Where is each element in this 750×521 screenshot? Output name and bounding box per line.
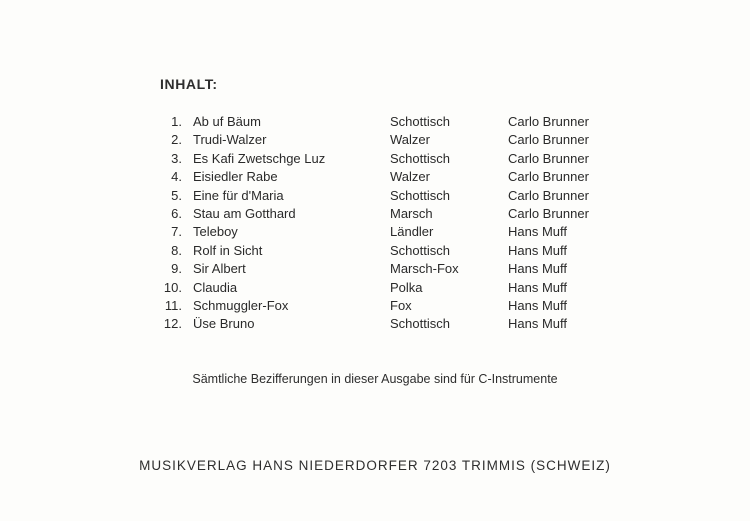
entry-dance-type: Schottisch (390, 316, 450, 332)
entry-number: 11. (164, 297, 182, 313)
entry-title: Rolf in Sicht (193, 242, 263, 258)
entry-composer: Hans Muff (508, 297, 568, 313)
entry-composer: Carlo Brunner (508, 150, 589, 166)
entry-title: Trudi-Walzer (193, 132, 267, 148)
entry-number: 7. (171, 224, 182, 240)
contents-entry (150, 205, 620, 223)
entry-title: Schmuggler-Fox (193, 297, 289, 313)
contents-entry (150, 113, 620, 131)
entry-dance-type: Ländler (390, 224, 434, 240)
entry-dance-type: Marsch-Fox (390, 261, 459, 277)
entry-composer: Hans Muff (508, 261, 568, 277)
publisher-line: MUSIKVERLAG HANS NIEDERDORFER 7203 TRIMMIS (SCHWEIZ) (139, 458, 611, 473)
contents-entry (150, 187, 620, 205)
entry-dance-type: Polka (390, 279, 423, 295)
entry-composer: Hans Muff (508, 279, 568, 295)
entry-number: 1. (171, 114, 182, 129)
entry-title: Teleboy (193, 224, 238, 240)
entry-dance-type: Marsch (390, 205, 433, 221)
entry-dance-type: Schottisch (390, 150, 450, 166)
contents-entry (150, 168, 620, 186)
entry-title: Eine für d'Maria (193, 187, 284, 203)
entry-title: Eisiedler Rabe (193, 169, 278, 185)
entry-composer: Carlo Brunner (508, 205, 589, 221)
entry-composer: Hans Muff (508, 316, 568, 332)
contents-entry (150, 260, 620, 278)
entry-composer: Carlo Brunner (508, 114, 589, 129)
entry-dance-type: Schottisch (390, 187, 450, 203)
entry-number: 8. (171, 242, 182, 258)
entry-title: Ab uf Bäum (193, 114, 261, 129)
contents-entry (150, 279, 620, 297)
contents-entry (150, 297, 620, 315)
contents-heading: INHALT: (160, 76, 218, 92)
entry-title: Es Kafi Zwetschge Luz (193, 150, 326, 166)
contents-entry (150, 242, 620, 260)
entry-title: Sir Albert (193, 261, 246, 277)
contents-entry (150, 315, 620, 333)
entry-number: 3. (171, 150, 182, 166)
entry-number: 12. (163, 316, 182, 332)
entry-composer: Carlo Brunner (508, 187, 589, 203)
entry-number: 9. (171, 261, 182, 277)
entry-composer: Carlo Brunner (508, 169, 589, 185)
entry-number: 10. (163, 279, 182, 295)
entry-dance-type: Fox (390, 297, 412, 313)
contents-entry (150, 150, 620, 168)
entry-composer: Carlo Brunner (508, 132, 589, 148)
entry-dance-type: Walzer (390, 132, 430, 148)
entry-title: Stau am Gotthard (193, 205, 296, 221)
instrument-note: Sämtliche Bezifferungen in dieser Ausgabe sind für C-Instrumente (192, 372, 558, 386)
entry-number: 4. (171, 169, 182, 185)
contents-entry (150, 223, 620, 241)
entry-dance-type: Schottisch (390, 114, 450, 129)
entry-composer: Hans Muff (508, 224, 568, 240)
entry-dance-type: Walzer (390, 169, 430, 185)
entry-number: 2. (171, 132, 182, 148)
contents-list (150, 113, 620, 334)
entry-title: Üse Bruno (193, 316, 255, 332)
entry-dance-type: Schottisch (390, 242, 450, 258)
contents-entry (150, 131, 620, 149)
entry-number: 5. (171, 187, 182, 203)
entry-number: 6. (171, 205, 182, 221)
entry-title: Claudia (193, 279, 238, 295)
entry-composer: Hans Muff (508, 242, 568, 258)
